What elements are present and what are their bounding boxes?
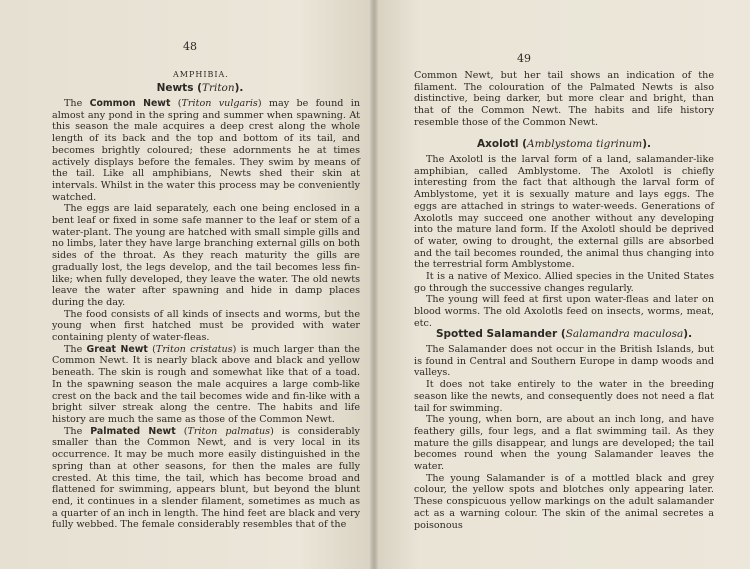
species-name: Common Newt [89,98,171,109]
right-page [374,0,750,569]
species-latin: Triton palmatus [187,425,271,437]
heading-latin: Amblystoma tigrinum [527,138,643,150]
salamander-body [414,344,714,531]
species-name: Great Newt [86,343,148,355]
book-gutter [370,0,378,569]
paragraph: The young Salamander is of a mottled black and grey colour, the yellow spots and blotches only appearing later. These conspicuous yellow markings on the adult salamander act as a warning colour. The skin of the animal secretes a poisonous [414,472,714,531]
section-heading-newts: Newts (Triton). [156,82,244,94]
left-page [0,0,374,569]
heading-latin: Salamandra maculosa [565,328,684,340]
paragraph: It is a native of Mexico. Allied species in the United States go through the successive changes regularly. [414,271,714,294]
axolotl-body [414,154,714,330]
heading-name: Spotted Salamander [435,328,558,340]
paragraph: The young, when born, are about an inch long, and have feathery gills, four legs, and a flat swimming tail. As they mature the gills disappear, and lungs are developed; the tail becomes round when the young Salamander leaves the water. [414,414,714,473]
right-intro [414,70,714,129]
running-head: AMPHIBIA. [173,70,229,79]
heading-name: Newts [156,82,194,94]
section-heading-axolotl: Axolotl (Amblystoma tigrinum). [476,138,651,150]
paragraph: The Salamander does not occur in the British Islands, but is found in Central and Southern Europe in damp woods and valleys. [414,344,714,379]
paragraph: The Axolotl is the larval form of a land, salamander-like amphibian, called Amblystome. The Axolotl is chiefly interesting from the fact that although the larval form of Amblystome, yet it is sexually mature and lays eggs. The eggs are attached in strings to water-weeds. Generations of Axolotls may succeed one another without any developing into the mature land form. If the Axolotl should be deprived of water, owing to drought, the external gills are absorbed and the tail becomes rounded, the animal thus changing into the terrestrial form Amblystome. [414,154,714,271]
page-number: 49 [517,52,531,65]
section-heading-salamander: Spotted Salamander (Salamandra maculosa). [435,328,693,340]
paragraph: Common Newt, but her tail shows an indication of the filament. The colouration of the Palmated Newts is also distinctive, being darker, but more clear and bright, than that of the Common Newt. The habits and life history resemble those of the Common Newt. [414,70,714,128]
left-body [52,98,360,531]
paragraph: The Palmated Newt (Triton palmatus) is considerably smaller than the Common Newt, and is very local in its occurrence. It may be much more easily distinguished in the spring than at other seasons, for then the males are fully crested. At this time, the tail, which has become broad and flattened for swimming, appears blunt, but beyond the blunt end, it continues in a slender filament, sometimes as much as a quarter of an inch in length. The hind feet are black and very fully webbed. The female considerably resembles that of the [52,425,360,531]
paragraph: The Great Newt (Triton cristatus) is much larger than the Common Newt. It is nearly black above and black and yellow beneath. The skin is rough and somewhat like that of a toad. In the spawning season the male acquires a large comb-like crest on the back and the tail becomes wide and fin-like with a bright silver streak along the centre. The habits and life history are much the same as those of the Common Newt. [52,343,360,425]
paragraph: The young will feed at first upon water-fleas and later on blood worms. The old Axolotls feed on insects, worms, meat, etc. [414,294,714,329]
heading-name: Axolotl [476,138,519,150]
species-name: Palmated Newt [90,425,176,437]
paragraph: The Common Newt (Triton vulgaris) may be found in almost any pond in the spring and summer when spawning. At this season the male acquires a deep crest along the whole length of its back and the top and bottom of its tail, and becomes brightly coloured; these adornments he at times actively displays before the females. They swim by means of the tail. Like all amphibians, Newts shed their skin at intervals. Whilst in the water this process may be conveniently watched. [52,98,360,203]
paragraph: The food consists of all kinds of insects and worms, but the young when first hatched must be provided with water containing plenty of water-fleas. [52,308,360,344]
page-number: 48 [183,40,197,53]
paragraph: The eggs are laid separately, each one being enclosed in a bent leaf or fixed in some safe manner to the leaf or stem of a water-plant. The young are hatched with small simple gills and no limbs, later they have large branching external gills on both sides of the throat. As they reach maturity the gills are gradually lost, the legs develop, and the tail becomes less fin-like; when fully developed, they leave the water. The old newts leave the water after spawning and hide in damp places during the day. [52,203,360,308]
paragraph: It does not take entirely to the water in the breeding season like the newts, and consequently does not need a flat tail for swimming. [414,379,714,414]
heading-latin: Triton [201,82,235,94]
species-latin: Triton cristatus [155,343,233,355]
species-latin: Triton vulgaris [181,98,258,109]
